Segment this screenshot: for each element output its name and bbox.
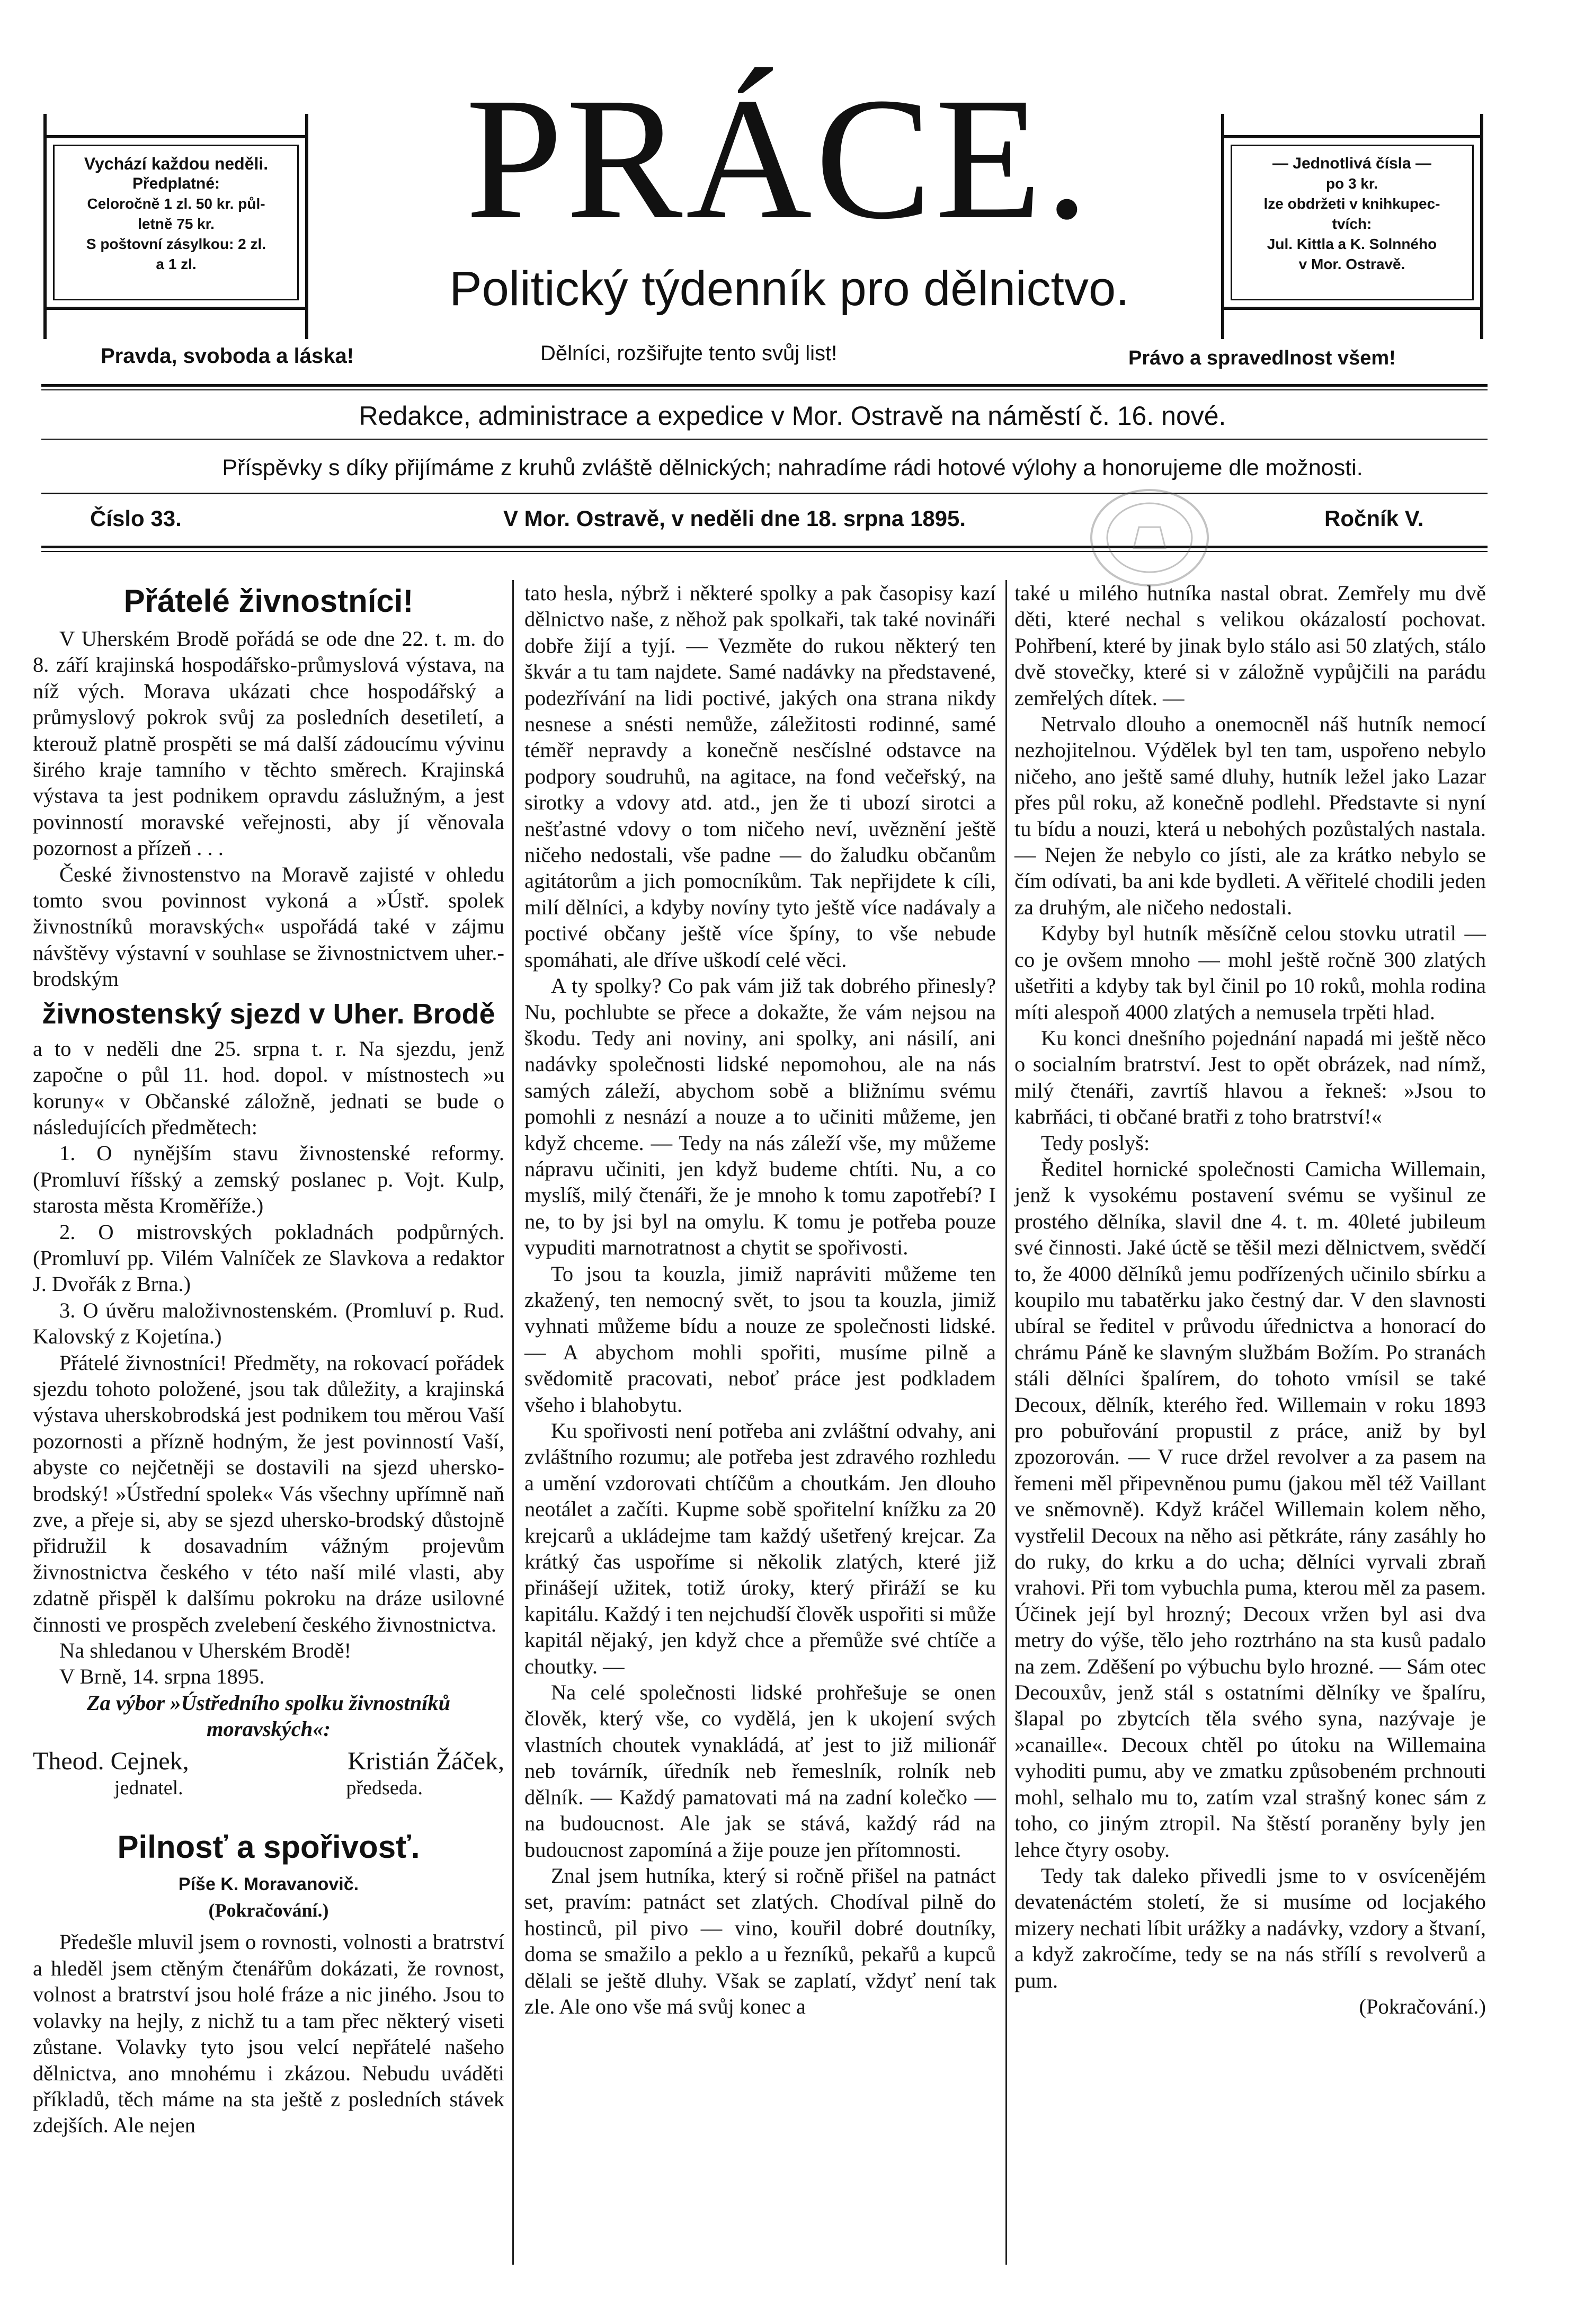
agenda-item-1: 1. O nynějším stavu živnostenské reformy. (Promluví říšský a zemský poslanec p. Vojt. Kulp, starosta města Kroměříže.)	[33, 1141, 504, 1218]
office-address: Redakce, administrace a expedice v Mor. Ostravě na náměstí č. 16. nové.	[359, 401, 1226, 431]
paragraph: také u milého hutníka nastal obrat. Zemřely mu dvě děti, které nechal s velikou okázalostí pochovat. Pohřbení, které by jinak bylo stálo asi 50 zlatých, stálo dvě stovečky, které si v záložně vypůjčili na parádu zemřelých dítek. —	[1014, 581, 1486, 710]
paragraph: To jsou ta kouzla, jimiž napráviti můžeme ten zkažený, ten nemocný svět, to jsou ta kouzla, jimiž vyhnati můžeme bídu a nouze ze společnosti lidské. — A abychom mohli spořiti, musíme pilně a svědomitě pracovati, neboť práce jest podkladem všeho i blahobytu.	[524, 1261, 996, 1417]
box-line: Jul. Kittla a K. Solnného	[1267, 236, 1437, 252]
slogan-left: Pravda, svoboda a láska!	[101, 344, 354, 368]
box-line: S poštovní zásylkou: 2 zl.	[86, 236, 266, 252]
subscription-box-text	[53, 154, 299, 274]
paragraph: a to v neděli dne 25. srpna t. r. Na sjezdu, jenž započne o půl 11. hod. dopol. v místnostech »u koruny« v Občanské záložně, jednati se bude o následujících předmětech:	[33, 1036, 504, 1139]
paragraph: A ty spolky? Co pak vám již tak dobrého přinesly? Nu, pochlubte se přece a dokažte, že vám nejsou na škodu. Tedy ani noviny, ani spolky, ani násilí, ani nadávky společnosti lidské nepomohou, ale na nás samých záleží, abychom sobě a bližnímu svému pomohli z nesnází a nouze a to učiniti můžeme, jen když chceme. — Tedy na nás záleží vše, my můžeme nápravu učiniti, jen když budeme chtíti. Nu, a co myslíš, milý čtenáři, že je mnoho k tomu zapotřebí? I ne, to by jsi byl na omylu. K tomu je potřeba pouze vypuditi marnotratnost a chytit se spořivosti.	[524, 974, 996, 1260]
box-line: Vychází každou neděli.	[84, 154, 269, 173]
paragraph: Ředitel hornické společnosti Camicha Willemain, jenž k vysokému postavení svému se vyšinul ze prostého dělníka, slavil dne 4. t. m. 40leté jubileum své činnosti. Jaké úctě se těšil mezi dělnictvem, svědčí to, že 4000 dělníků jemu podřízených učinilo sbírku a koupilo mu tabatěrku jako čestný dar. V den slavnosti ubíral se ředitel v průvodu úřednictva a honorací do chrámu Páně ke slavným službám Božím. Po stranách stáli dělníci špalírem, do tohoto vmísil se také Decoux, dělník, kterého řed. Willemain v roku 1893 pro pobuřování propustil z práce, aniž by byl zpozorován. — V ruce držel revolver a za pasem na řemeni měl připevněnou pumu (jakou měl též Vaillant ve sněmovně). Když kráčel Willemain kolem něho, vystřelil Decoux na něho asi pětkráte, rány zasáhly ho do ruky, do krku a do ucha; dělníci vyrvali zbraň vrahovi. Při tom vybuchla puma, kterou měl za pasem. Účinek její byl hrozný; Decoux vržen byl asi dva metry do výše, tělo jeho roztrháno na sta kusů padalo na zem. Zděšení po výbuchu bylo hrozné. — Sám otec Decouxův, jenž stál s ostatními dělníky ve špalíru, šlapal po zbytcích těla svého syna, nazývaje je »canaille«. Decoux chtěl po útoku na Willemaina vyhoditi pumu, aby ve zmatku způsobeném prchnouti mohl, selhalo mu to, zatím vzal strašný konec sám z toho, co jiným ztropil. Na štěstí poraněny byly jen lehce čtyry osoby.	[1014, 1156, 1486, 1862]
continuation-note: (Pokračování.)	[208, 1900, 329, 1921]
library-stamp	[1086, 485, 1213, 591]
continuation-note: (Pokračování.)	[1359, 1994, 1486, 2018]
headline-pratele: Přátelé živnostníci!	[123, 583, 414, 619]
paragraph: Na shledanou v Uherském Brodě!	[59, 1639, 352, 1663]
box-line: letně 75 kr.	[138, 216, 215, 232]
slogan-center: Dělníci, rozšiřujte tento svůj list!	[540, 342, 838, 365]
newspaper-title: PRÁCE.	[465, 62, 1092, 255]
issue-date: V Mor. Ostravě, v neděli dne 18. srpna 1895.	[503, 506, 966, 531]
dateline: V Brně, 14. srpna 1895.	[59, 1664, 265, 1689]
paragraph: Předešle mluvil jsem o rovnosti, volnosti a bratrství a hleděl jsem ctěným čtenářům dokázati, že rovnost, volnost a bratrství jsou holé fráze a nic jiného. Jsou to volavky na hejly, z nichž tu a tam přec některý viseti zůstane. Volavky tyto jsou velcí nepřátelé našeho dělnictva, ano mnohému i zkázou. Nebudu uváděti příkladů, těch máme na sta ještě z posledních stávek zdejších. Ale nejen	[33, 1930, 504, 2138]
paragraph: Ku spořivosti není potřeba ani zvláštní odvahy, ani zvláštního rozumu; ale potřeba jest zdravého rozhledu a umění vzdorovati chtíčům a choutkám. Jen dlouho neotálet a začíti. Kupme sobě spořitelní knížku za 20 krejcarů a ukládejme tam každý ušetřený krejcar. Za krátký čas uspoříme si několik zlatých, které již přinášejí užitek, totiž úroky, který přiráží se ku kapitálu. Každý i ten nejchudší člověk uspořiti si může kapitál nějaký, jen když chce a přemůže své chtíče a choutky. —	[524, 1419, 996, 1678]
paragraph: Netrvalo dlouho a onemocněl náš hutník nemocí nezhojitelnou. Výdělek byl ten tam, uspořeno nebylo ničeho, ano ještě samé dluhy, hutník ležel jako Lazar přes půl roku, až konečně podlehl. Představte si nyní tu bídu a nouzi, která u nebohých pozůstalých nastala. — Nejen že nebylo co jísti, ale za krátko nebylo se čím odívati, ba ani kde bydleti. A věřitelé chodili jeden za druhým, ale ničeho nedostali.	[1014, 712, 1486, 919]
column-1	[33, 580, 504, 2139]
paragraph: tato hesla, nýbrž i některé spolky a pak časopisy kazí dělnictvo naše, z něhož pak spolkaři, tak také novináři dobře žijí a tyjí. — Vezměte do rukou některý ten škvár a tu tam najdete. Samé nadávky na představené, podezřívání na lidi poctivé, jakých ona strana nikdy nesnese a snésti nemůže, záležitosti rodinné, samé téměř nepravdy a konečně nesčíslné odstavce na podpory soudruhů, na agitace, na fond večeřský, na sirotky a vdovy atd. atd., jen že ti ubozí sirotci a nešťastné vdovy o tom ničeho neví, uvěznění ještě ničeho nedostali, vše padne — do žaludku občanům agitátorům a jich pomocníkům. Tak nepřijdete k cíli, milí dělníci, a kdyby novíny tyto ještě více nadávaly a poctivé občany ještě více špíny, to vše nebude spomáhati, ale dříve uškodí celé věci.	[524, 581, 996, 972]
column-3	[1014, 580, 1486, 2019]
signature-roles	[33, 1776, 504, 1800]
slogan-right: Právo a spravedlnost všem!	[1128, 347, 1396, 369]
issue-volume: Ročník V.	[1324, 506, 1424, 531]
role-predseda: předseda.	[346, 1776, 423, 1799]
contributions-note: Příspěvky s díky přijímáme z kruhů zvláště dělnických; nahradíme rádi hotové výlohy a honorujeme dle možnosti.	[222, 455, 1363, 480]
box-line: po 3 kr.	[1325, 175, 1378, 192]
column-2	[524, 580, 996, 2019]
paragraph: Znal jsem hutníka, který si ročně přišel na patnáct set, pravím: patnáct set zlatých. Chodíval pilně do hostinců, pil pivo — vino, kouřil dobré doutníky, doma se smažilo a peklo a u řezníků, pekařů a kupců dělali se ještě dluhy. Však se zaplatí, vždyť není tak zle. Ale ono vše má svůj konec a	[524, 1863, 996, 2018]
paragraph: Přátelé živnostníci! Předměty, na rokovací pořádek sjezdu tohoto položené, jsou tak důležity, a krajinská výstava uherskobrodská jest podnikem tou měrou Vaší pozornosti a přízně hodným, že jest povinností Vaší, abyste co nejčetněji se dostavili na sjezd uhersko-brodský! »Ústřední spolek« Vás všechny upřímně naň zve, a přeje si, aby se sjezd uhersko-brodský důstojně přidružil k dosavadním vážným projevům živnostnictva českého v této naší milé vlasti, aby zdatně přispěl k dalšímu pokroku na dráze usilovné činnosti ve prospěch zvelebení českého živnostnictva.	[33, 1350, 504, 1636]
headline-pilnost: Pilnosť a spořivosť.	[117, 1829, 420, 1865]
single-copy-box-text	[1230, 154, 1474, 274]
committee-line: Za výbor »Ústředního spolku živnostníků moravských«:	[86, 1690, 451, 1741]
paragraph: V Uherském Brodě pořádá se ode dne 22. t. m. do 8. září krajinská hospodářsko-průmyslová výstava, na níž vých. Morava ukázati chce hospodářský a průmyslový pokrok svůj za posledních desetiletí, a kterouž platně prospěti se má další zádoucímu vývinu širého kraje tamního v těchto směrech. Krajinská výstava ta jest podnikem opravdu záslužným, a jest povinností moravské veřejnosti, aby jí věnovala pozornost a přízeň . . .	[33, 627, 504, 860]
paragraph: Ku konci dnešního pojednání napadá mi ještě něco o socialním bratrství. Jest to opět obrázek, nad nímž, milý čtenáři, zavrtíš hlavou a řekneš: »Jsou to kabrňáci, ti občané bratři z toho bratrství!«	[1014, 1026, 1486, 1129]
paragraph: Tedy poslyš:	[1041, 1130, 1150, 1155]
role-jednatel: jednatel.	[114, 1776, 183, 1799]
agenda-item-3: 3. O úvěru maloživnostenském. (Promluví p. Rud. Kalovský z Kojetína.)	[33, 1298, 504, 1349]
issue-number: Číslo 33.	[90, 506, 182, 531]
box-line: tvích:	[1332, 216, 1372, 232]
paragraph: Na celé společnosti lidské prohřešuje se onen člověk, který vše, co vydělá, jen k ukojení svých vlastních choutek vynakládá, ať jest to již milionář neb továrník, úředník neb řemeslník, rolník neb dělník. — Každý pamatovati má na zadní kolečko — na budoucnost. Ale jak se stává, každý rád na budoucnost zapomíná a žije pouze jen přítomnosti.	[524, 1680, 996, 1862]
box-line: Předplatné:	[132, 175, 220, 192]
agenda-item-2: 2. O mistrovských pokladnách podpůrných. (Promluví pp. Vilém Valníček ze Slavkova a redaktor J. Dvořák z Brna.)	[33, 1219, 504, 1296]
box-line: — Jednotlivá čísla —	[1272, 155, 1432, 172]
subheadline-sjezd: živnostenský sjezd v Uher. Brodě	[42, 998, 495, 1030]
paragraph: České živnostenstvo na Moravě zajisté v ohledu tomto svou povinnost vykoná a »Ústř. spolek živnostníků moravských« uspořádá také v zájmu návštěvy výstavní v souhlase se živnostnictvem uher.-brodským	[33, 862, 504, 991]
signatures	[33, 1747, 504, 1776]
author-line: Píše K. Moravanovič.	[178, 1874, 359, 1894]
box-line: Celoročně 1 zl. 50 kr. půl-	[87, 195, 265, 212]
box-line: v Mor. Ostravě.	[1298, 256, 1405, 272]
signature-zacek: Kristián Žáček,	[348, 1747, 504, 1775]
paragraph: Kdyby byl hutník měsíčně celou stovku utratil — co je ovšem mnoho — mohl ještě ročně 300 zlatých ušetřiti a kdyby tak byl činil po 10 roků, mohla rodina míti alespoň 4000 zlatých a nemusela trpěti hlad.	[1014, 921, 1486, 1024]
newspaper-subtitle: Politický týdenník pro dělnictvo.	[449, 262, 1129, 316]
box-line: lze obdržeti v knihkupec-	[1263, 195, 1440, 212]
signature-cejnek: Theod. Cejnek,	[33, 1747, 189, 1775]
paragraph: Tedy tak daleko přivedli jsme to v osvícenějém devatenáctém století, že si musíme od locjakého mizery nechati líbit urážky a nadávky, vzdory a štvaní, a když zakročíme, tedy se na nás střílí s revolverů a pum.	[1014, 1863, 1486, 1992]
box-line: a 1 zl.	[156, 256, 197, 272]
